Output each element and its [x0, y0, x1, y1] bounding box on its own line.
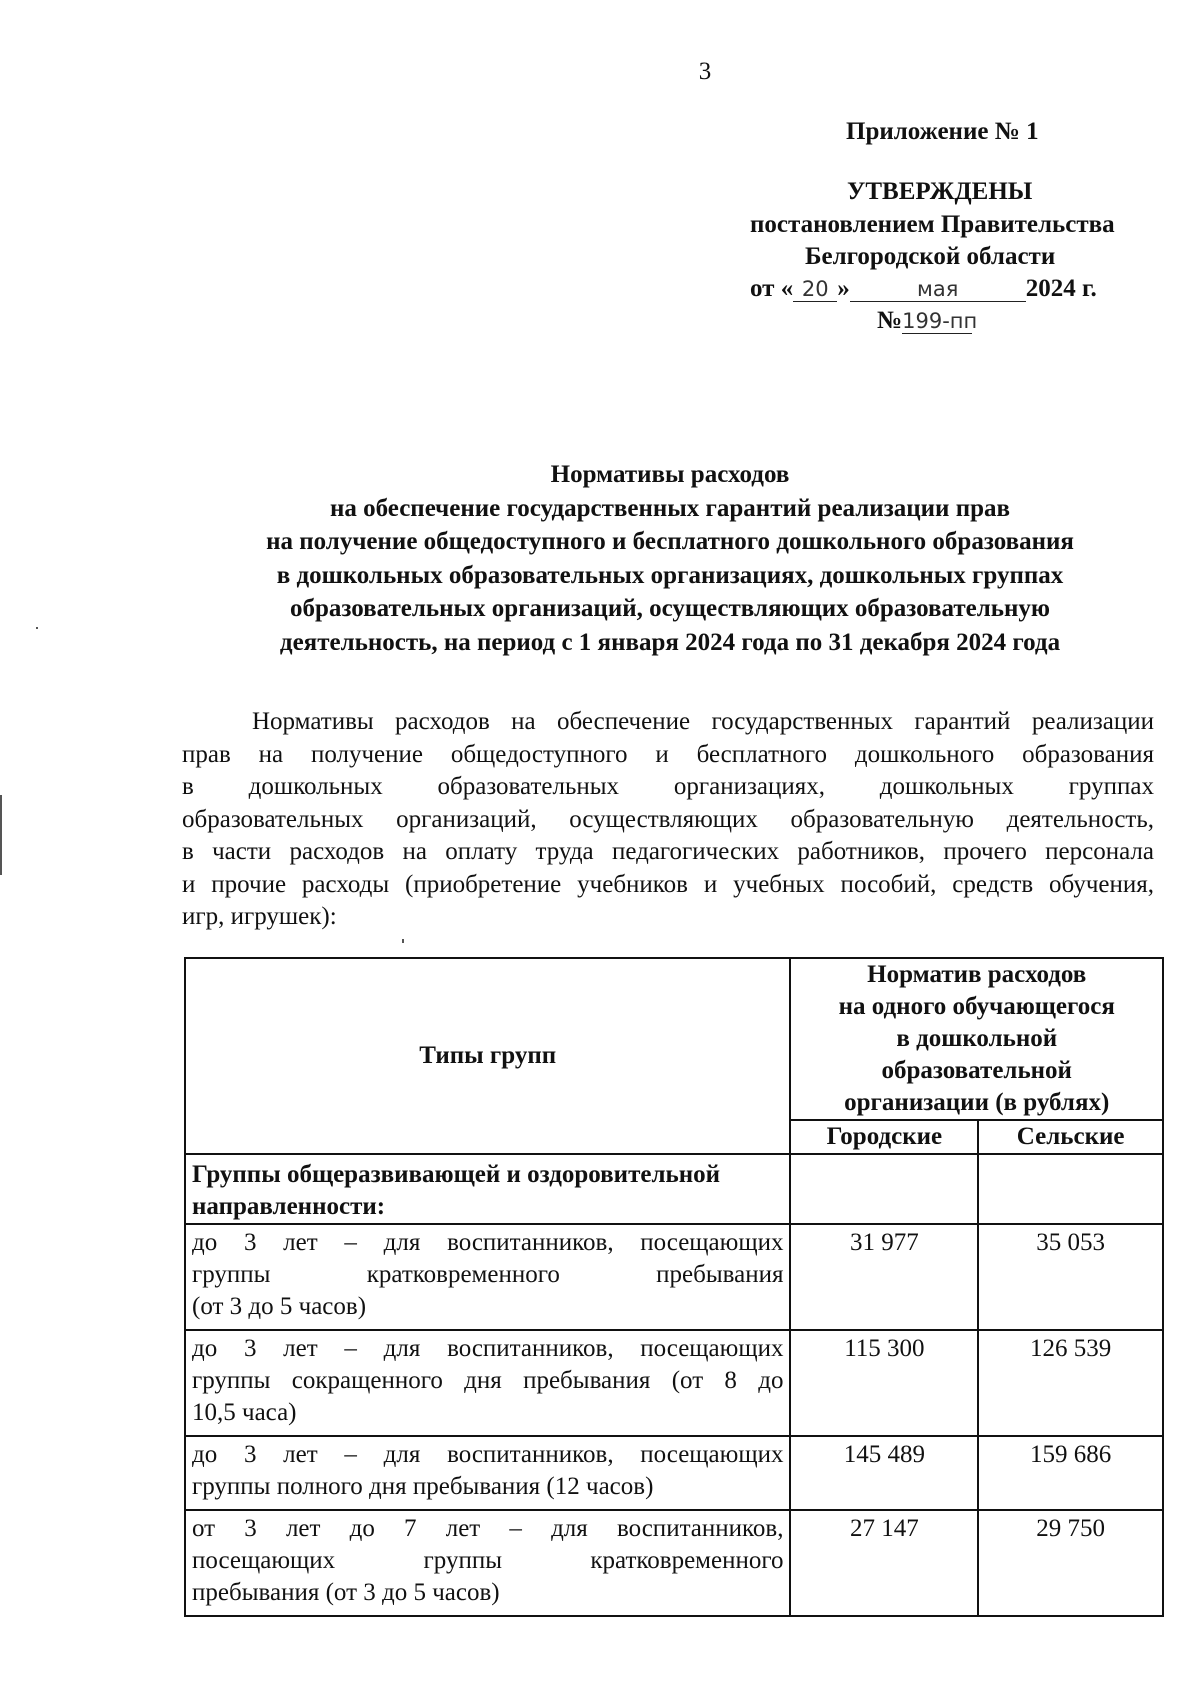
approved-label: УТВЕРЖДЕНЫ: [847, 178, 1033, 205]
title-line: на обеспечение государственных гарантий реализации прав: [329, 494, 1011, 522]
header-norm: [790, 958, 1163, 1120]
date-month: мая: [850, 277, 1026, 302]
title-line: на получение общедоступного и бесплатного дошкольного образования: [266, 528, 1074, 555]
intro-line: Нормативы расходов на обеспечение государственных гарантий реализации: [252, 708, 1154, 735]
row-line: до 3 лет – для воспитанников, посещающих: [192, 1229, 784, 1256]
header-urban: Городские: [790, 1120, 978, 1154]
row-description: [185, 1330, 790, 1436]
intro-line: образовательных организаций, осуществляющих образовательную деятельность,: [182, 805, 1154, 833]
header-norm-line: на одного обучающегося: [838, 993, 1115, 1020]
header-norm-line: образовательной: [881, 1057, 1072, 1084]
table-row: [185, 1224, 1163, 1330]
intro-word: организациях,: [673, 773, 825, 800]
row-line: группы сокращенного дня пребывания (от 8 до: [192, 1367, 784, 1394]
urban-value: 115 300: [790, 1330, 978, 1436]
header-rural: Сельские: [978, 1120, 1163, 1154]
header-norm-line: в дошкольной: [896, 1025, 1058, 1052]
row-description: [185, 1224, 790, 1330]
rural-value: 29 750: [978, 1510, 1163, 1616]
date-mid: »: [837, 275, 850, 302]
decree-number: [877, 307, 978, 335]
header-norm-line: организации (в рублях): [844, 1089, 1110, 1116]
header-norm-line: Норматив расходов: [867, 961, 1087, 988]
group-title-line: Группы общеразвивающей и оздоровительной: [192, 1161, 721, 1188]
table-row: [185, 1330, 1163, 1436]
intro-line: и прочие расходы (приобретение учебников и учебных пособий, средств обучения,: [182, 870, 1154, 898]
number-prefix: №: [877, 307, 903, 334]
table-header-row: [185, 958, 1163, 1120]
intro-line: прав на получение общедоступного и бесплатного дошкольного образования: [182, 740, 1154, 768]
rural-value: 126 539: [978, 1330, 1163, 1436]
intro-paragraph: [182, 706, 1154, 934]
group-title: [185, 1154, 790, 1224]
title-line: Нормативы расходов: [550, 461, 790, 488]
intro-word: дошкольных: [879, 773, 1014, 800]
scan-artifact-mark: [0, 795, 2, 875]
region-line: Белгородской области: [805, 243, 1056, 270]
table-group-row: [185, 1154, 1163, 1224]
title-line: деятельность, на период с 1 января 2024 года по 31 декабря 2024 года: [279, 628, 1061, 656]
date-year: 2024 г.: [1025, 275, 1097, 302]
row-line: 10,5 часа): [192, 1399, 297, 1426]
table-row: [185, 1510, 1163, 1616]
rural-value: 159 686: [978, 1436, 1163, 1510]
row-line: посещающих группы кратковременного: [192, 1547, 784, 1574]
decree-line: постановлением Правительства: [750, 211, 1115, 238]
intro-line: в части расходов на оплату труда педагогических работников, прочего персонала: [182, 838, 1154, 865]
row-line: до 3 лет – для воспитанников, посещающих: [192, 1441, 784, 1468]
intro-line-spread: [182, 771, 1154, 804]
intro-word: группах: [1068, 773, 1154, 800]
table-row: [185, 1436, 1163, 1510]
title-line: в дошкольных образовательных организациях, дошкольных группах: [276, 561, 1064, 589]
empty-cell: [790, 1154, 978, 1224]
date-prefix: от «: [750, 275, 794, 302]
page-number: 3: [698, 58, 712, 85]
row-line: пребывания (от 3 до 5 часов): [192, 1579, 500, 1606]
date-day: 20: [793, 277, 837, 302]
number-value: 199-пп: [902, 309, 978, 333]
urban-value: 27 147: [790, 1510, 978, 1616]
row-line: группы кратковременного пребывания: [192, 1261, 784, 1288]
row-description: [185, 1436, 790, 1510]
row-line: группы полного дня пребывания (12 часов): [192, 1473, 654, 1500]
intro-word: образовательных: [437, 773, 620, 800]
row-description: [185, 1510, 790, 1616]
intro-word: дошкольных: [248, 773, 383, 800]
scan-artifact-mark: [36, 627, 38, 629]
empty-cell: [978, 1154, 1163, 1224]
urban-value: 145 489: [790, 1436, 978, 1510]
appendix-label: Приложение № 1: [846, 118, 1039, 145]
intro-word: в: [182, 773, 194, 800]
norms-table: [184, 957, 1164, 1617]
group-title-line: направленности:: [192, 1193, 386, 1220]
row-line: до 3 лет – для воспитанников, посещающих: [192, 1335, 784, 1362]
rural-value: 35 053: [978, 1224, 1163, 1330]
title-line: образовательных организаций, осуществляющих образовательную: [289, 595, 1051, 622]
urban-value: 31 977: [790, 1224, 978, 1330]
scan-artifact-mark: [402, 939, 404, 943]
decree-date: [750, 275, 1097, 303]
row-line: от 3 лет до 7 лет – для воспитанников,: [192, 1515, 784, 1542]
document-title: [190, 458, 1150, 659]
row-line: (от 3 до 5 часов): [192, 1293, 367, 1320]
intro-line: игр, игрушек):: [182, 903, 337, 930]
header-group-types: Типы групп: [185, 958, 790, 1154]
